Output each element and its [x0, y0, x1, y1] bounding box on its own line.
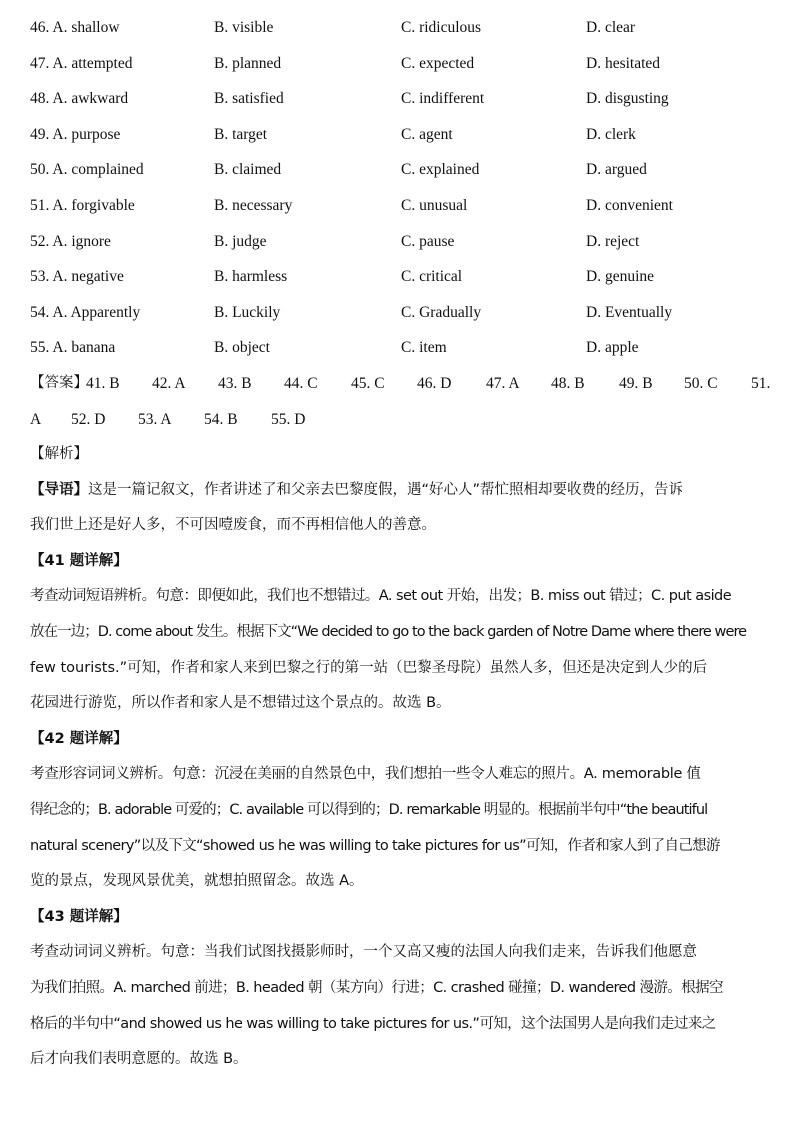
option-d: D. clear — [586, 19, 636, 36]
intro-paragraph-line — [30, 473, 775, 509]
answer-key — [30, 366, 775, 437]
answer-item: 54. B — [204, 410, 238, 428]
option-a: 50. A. complained — [30, 161, 144, 179]
answer-item: 50. C — [684, 375, 718, 392]
option-c: C. critical — [401, 268, 463, 286]
answer-row — [30, 366, 775, 402]
option-c: C. item — [401, 339, 447, 357]
q42-line: natural scenery”以及下文“showed us he was willing to take pictures for us”可知，作者和家人到了自己想游 — [30, 837, 720, 854]
intro-text: 这是一篇记叙文，作者讲述了和父亲去巴黎度假，遇“好心人”帮忙照相却要收费的经历，告诉 — [88, 481, 684, 498]
intro-paragraph-line: 我们世上还是好人多，不可因噎废食，而不再相信他人的善意。 — [30, 517, 436, 534]
option-b: B. Luckily — [214, 303, 281, 321]
explanation — [30, 437, 775, 1078]
answer-item: 49. B — [619, 375, 653, 392]
option-a: 52. A. ignore — [30, 232, 111, 250]
answer-item: 47. A — [486, 375, 520, 392]
option-d: D. genuine — [586, 268, 655, 286]
q42-line: 得纪念的；B. adorable 可爱的；C. available 可以得到的；D. remarkable 明显的。根据前半句中“the beautiful — [30, 801, 708, 818]
option-b: B. object — [214, 339, 270, 357]
option-row — [30, 330, 790, 366]
option-b: B. planned — [214, 54, 282, 72]
option-d: D. apple — [586, 339, 639, 357]
option-row — [30, 81, 790, 117]
option-row — [30, 188, 790, 224]
q42-heading: 【42 题详解】 — [30, 730, 128, 747]
q42-line: 考查形容词词义辨析。句意：沉浸在美丽的自然景色中，我们想拍一些令人难忘的照片。A. memorable 值 — [30, 766, 701, 783]
option-c: C. indifferent — [401, 90, 485, 108]
option-row — [30, 117, 790, 153]
option-a: 53. A. negative — [30, 268, 124, 286]
answer-item: 52. D — [71, 410, 106, 428]
answer-item: 46. D — [417, 375, 452, 392]
q41-line: 放在一边；D. come about 发生。根据下文“We decided to go to the back garden of Notre Dame where there were — [30, 623, 747, 640]
q41-heading: 【41 题详解】 — [30, 552, 128, 569]
q43-line: 为我们拍照。A. marched 前进；B. headed 朝（某方向）行进；C. crashed 碰撞；D. wandered 漫游。根据空 — [30, 979, 723, 996]
option-c: C. explained — [401, 161, 480, 179]
q41-line: 花园进行游览，所以作者和家人是不想错过这个景点的。故选 B。 — [30, 695, 451, 712]
options-table — [30, 10, 790, 366]
option-b: B. satisfied — [214, 90, 284, 108]
option-a: 46. A. shallow — [30, 19, 120, 36]
option-a: 48. A. awkward — [30, 90, 129, 108]
option-a: 47. A. attempted — [30, 54, 133, 72]
q41-line: few tourists.”可知，作者和家人来到巴黎之行的第一站（巴黎圣母院）虽然人多，但还是决定到人少的后 — [30, 659, 708, 676]
option-row — [30, 10, 790, 46]
option-b: B. harmless — [214, 268, 288, 286]
answer-row — [30, 402, 775, 438]
option-c: C. expected — [401, 54, 475, 72]
option-row — [30, 295, 790, 331]
option-row — [30, 152, 790, 188]
option-d: D. disgusting — [586, 90, 669, 108]
option-c: C. pause — [401, 232, 455, 250]
option-a: 55. A. banana — [30, 339, 116, 357]
option-b: B. necessary — [214, 196, 293, 214]
answer-item: 41. B — [86, 375, 120, 392]
q43-heading: 【43 题详解】 — [30, 908, 128, 925]
answer-item: 43. B — [218, 375, 252, 392]
option-a: 54. A. Apparently — [30, 303, 141, 321]
option-b: B. judge — [214, 232, 267, 250]
option-d: D. clerk — [586, 125, 636, 143]
option-d: D. Eventually — [586, 303, 673, 321]
q42-line: 览的景点，发现风景优美，就想拍照留念。故选 A。 — [30, 873, 364, 890]
q43-line: 考查动词词义辨析。句意：当我们试图找摄影师时，一个又高又瘦的法国人向我们走来，告诉我们他愿意 — [30, 944, 697, 961]
answer-item: 53. A — [138, 410, 172, 428]
answer-item: 48. B — [551, 375, 585, 392]
answer-item: A — [30, 410, 42, 428]
option-c: C. Gradually — [401, 303, 482, 321]
q41-line: 考查动词短语辨析。句意：即便如此，我们也不想错过。A. set out 开始，出发；B. miss out 错过；C. put aside — [30, 588, 732, 605]
option-row — [30, 259, 790, 295]
option-b: B. claimed — [214, 161, 282, 179]
answer-item: 42. A — [152, 375, 186, 392]
option-c: C. agent — [401, 125, 453, 143]
analysis-label: 【解析】 — [30, 446, 88, 462]
option-d: D. reject — [586, 232, 640, 250]
option-d: D. argued — [586, 161, 647, 179]
option-c: C. ridiculous — [401, 19, 482, 36]
answer-label: 【答案】 — [30, 375, 88, 391]
answer-item: 51. — [751, 375, 771, 392]
option-c: C. unusual — [401, 196, 468, 214]
q43-line: 格后的半句中“and showed us he was willing to take pictures for us.”可知，这个法国男人是向我们走过来之 — [30, 1015, 716, 1032]
option-a: 49. A. purpose — [30, 125, 121, 143]
answer-item: 45. C — [351, 375, 385, 392]
option-d: D. convenient — [586, 196, 673, 214]
option-a: 51. A. forgivable — [30, 196, 135, 214]
option-d: D. hesitated — [586, 54, 661, 72]
intro-label: 【导语】 — [30, 481, 88, 498]
option-b: B. visible — [214, 19, 274, 36]
option-row — [30, 46, 790, 82]
option-b: B. target — [214, 125, 268, 143]
answer-item: 55. D — [271, 410, 306, 428]
q43-line: 后才向我们表明意愿的。故选 B。 — [30, 1051, 248, 1068]
answer-item: 44. C — [284, 375, 318, 392]
option-row — [30, 224, 790, 260]
